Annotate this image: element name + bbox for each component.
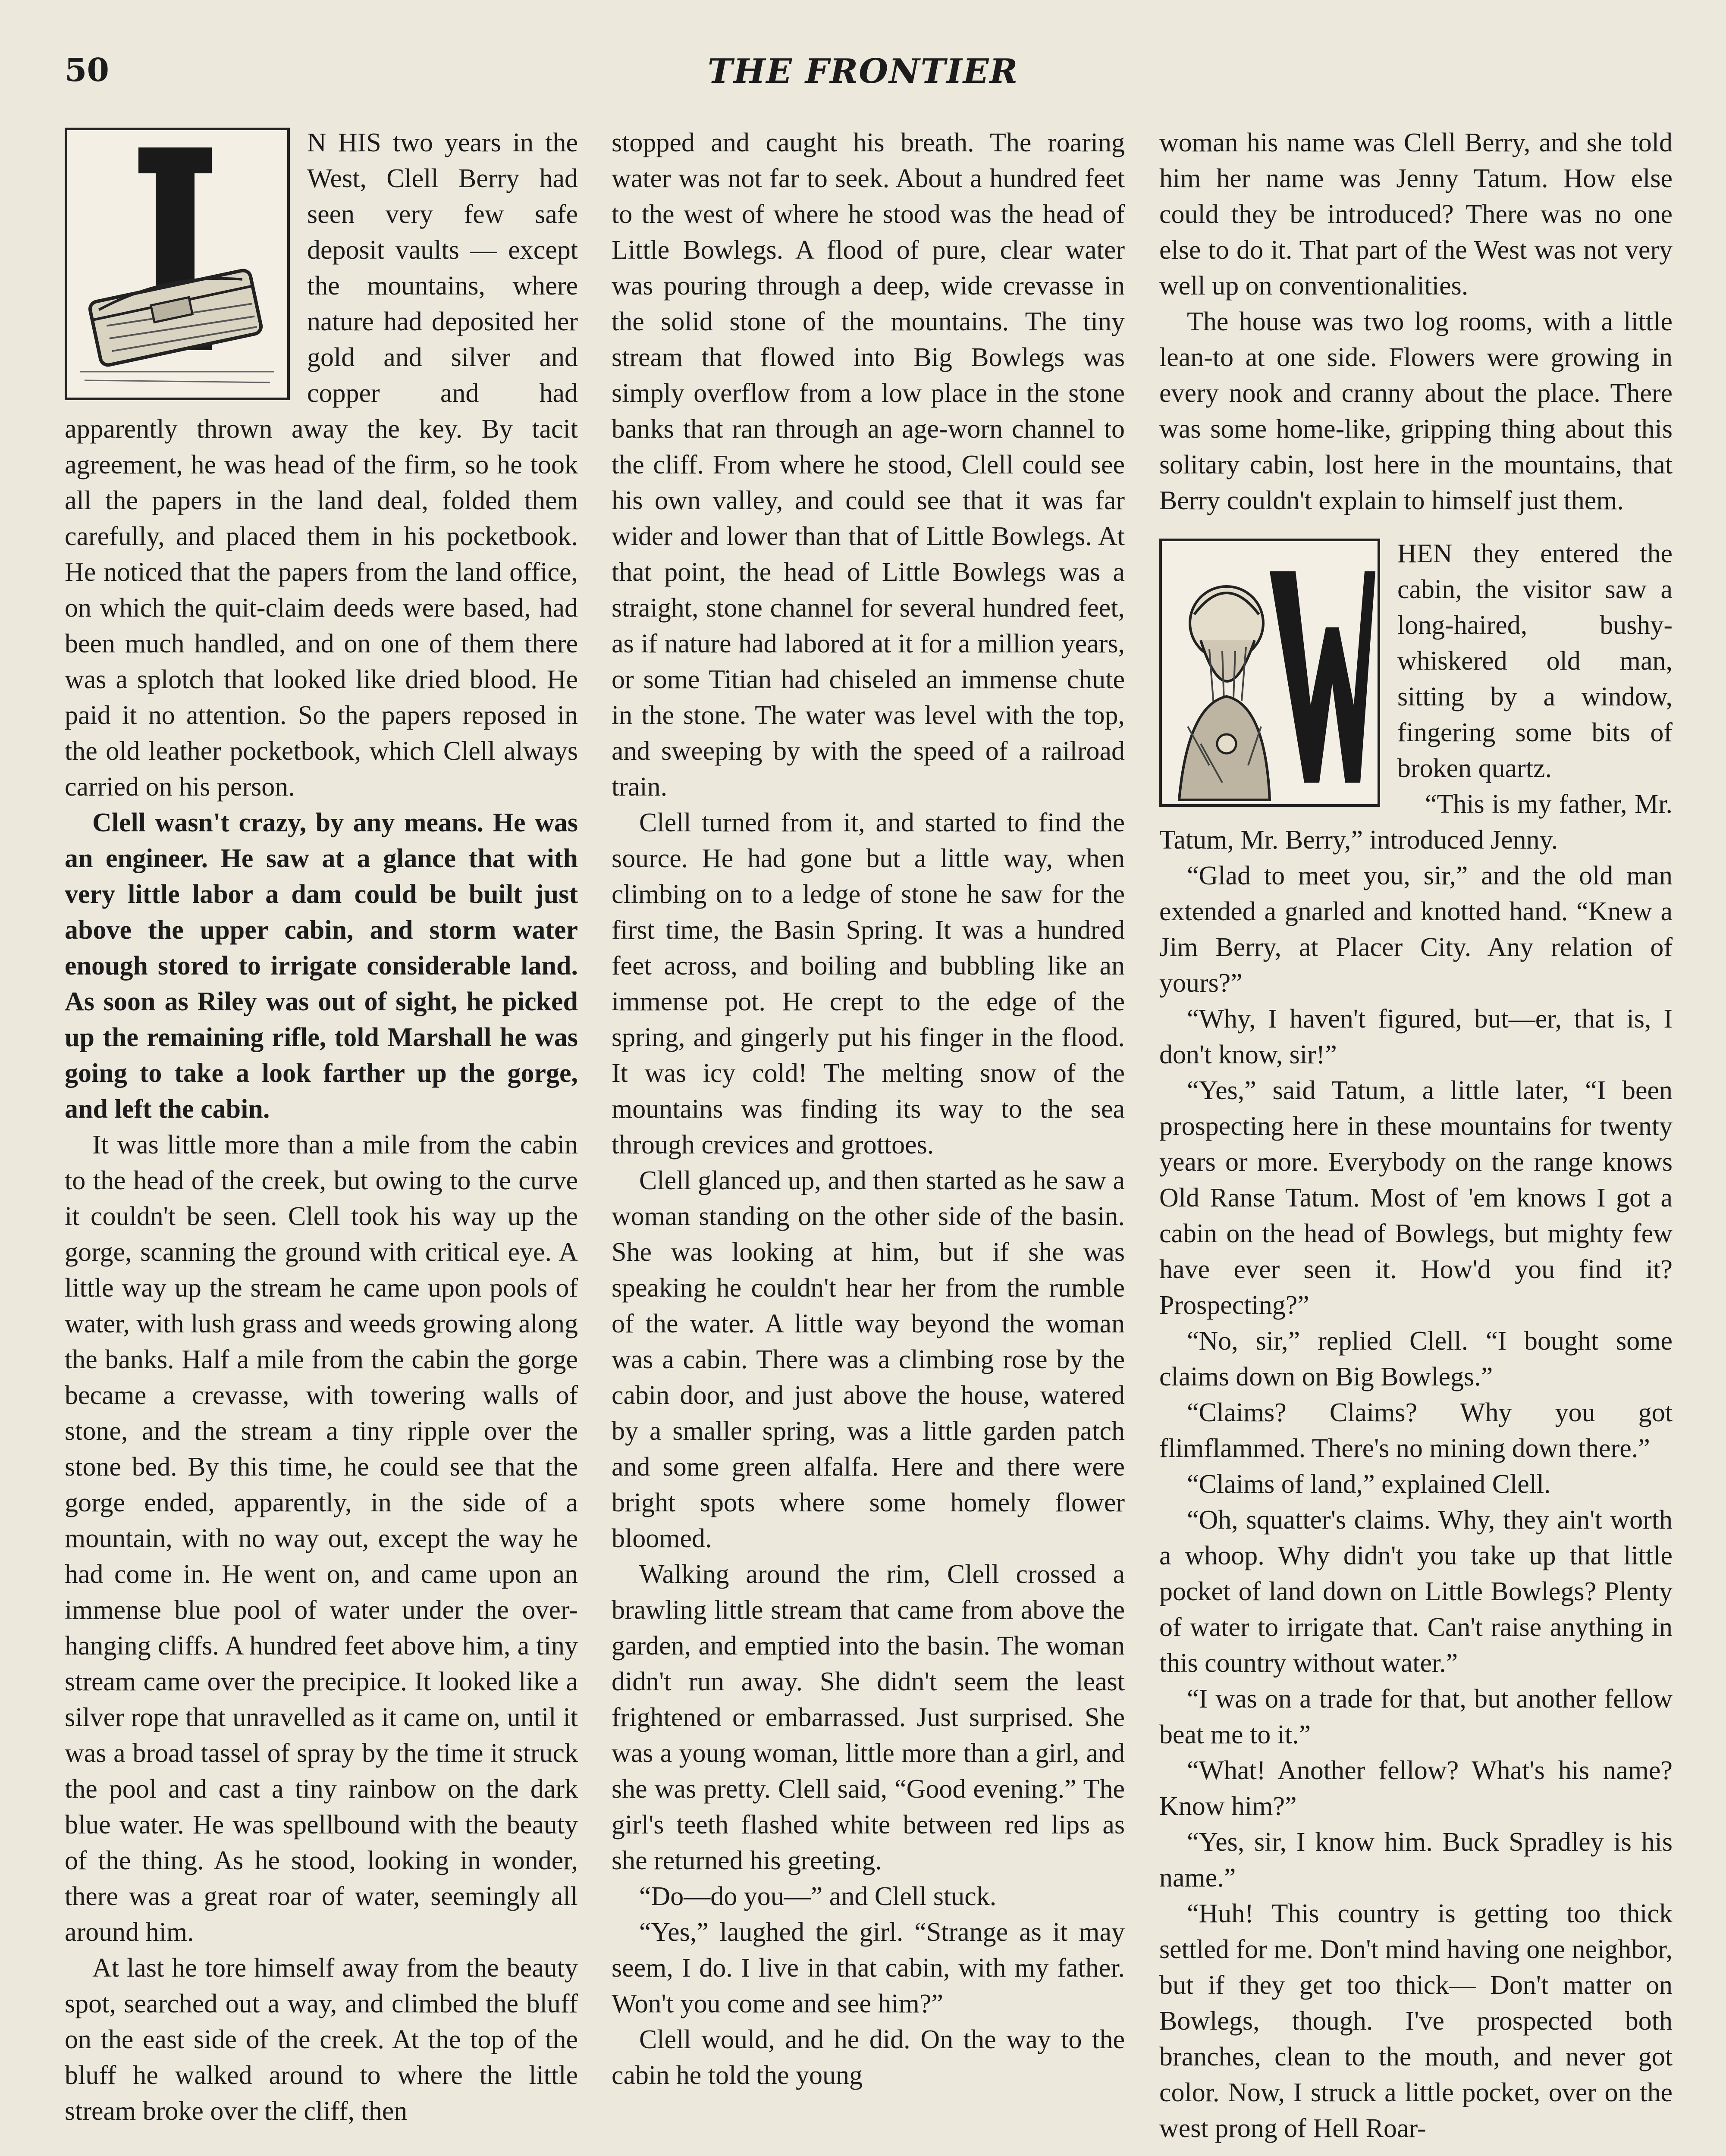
old-man-portrait-icon: [1162, 541, 1378, 804]
page-header: [65, 52, 1661, 99]
journal-title: THE FRONTIER: [707, 52, 1019, 91]
dropcap-w-illustration: [1159, 539, 1380, 807]
paragraph: “Huh! This country is getting too thick settled for me. Don't mind having one neighbor, but if they get too thick— Don't matter on Bowlegs, though. I've prospected both branches, clean to the mouth, and never got color. Now, I struck a little pocket, over on the west prong of Hell Roar-: [1159, 1899, 1673, 2143]
column-2: [612, 125, 1125, 2156]
paragraph: “Why, I haven't figured, but—er, that is, I don't know, sir!”: [1159, 1004, 1673, 1069]
paragraph: “No, sir,” replied Clell. “I bought some claims down on Big Bowlegs.”: [1159, 1326, 1673, 1391]
paragraph: stopped and caught his breath. The roaring water was not far to seek. About a hundred feet to the west of where he stood was the head of Little Bowlegs. A flood of pure, clear water was pouring through a deep, wide crevasse in the solid stone of the mountains. The tiny stream that flowed into Big Bowlegs was simply overflow from a low place in the stone banks that ran through an age-worn channel to the cliff. From where he stood, Clell could see his own valley, and could see that it was far wider and lower than that of Little Bowlegs. At that point, the head of Little Bowlegs was a straight, stone channel for several hundred feet, as if nature had labored at it for a million years, or some Titian had chiseled an immense chute in the stone. The water was level with the top, and sweeping by with the speed of a railroad train.: [612, 128, 1125, 802]
paragraph: “Oh, squatter's claims. Why, they ain't worth a whoop. Why didn't you take up that little pocket of land down on Little Bowlegs? Plenty of water to irrigate that. Can't raise anything in this country without water.”: [1159, 1505, 1673, 1678]
paragraph: Walking around the rim, Clell crossed a brawling little stream that came from above the garden, and emptied into the basin. The woman didn't run away. She didn't seem the least frightened or embarrassed. Just surprised. She was a young woman, little more than a girl, and she was pretty. Clell said, “Good evening.” The girl's teeth flashed white between red lips as she returned his greeting.: [612, 1560, 1125, 1875]
column-1: [65, 125, 578, 2156]
page-number: 50: [65, 52, 109, 89]
dropcap-i-illustration: [65, 128, 290, 400]
paragraph: “This is my father, Mr. Tatum, Mr. Berry,” introduced Jenny.: [1159, 790, 1673, 855]
paragraph: “Yes,” said Tatum, a little later, “I been prospecting here in these mountains for twenty years or more. Everybody on the range knows Old Ranse Tatum. Most of 'em knows I got a cabin on the head of Bowlegs, but mighty few have ever seen it. How'd you find it? Prospecting?”: [1159, 1076, 1673, 1320]
dropcap-letter-i: I: [174, 256, 176, 261]
paragraph: The house was two log rooms, with a little lean-to at one side. Flowers were growing in every nook and cranny about the place. There was some home-like, gripping thing about this solitary cabin, lost here in the mountains, that Berry couldn't explain to himself just them.: [1159, 307, 1673, 515]
paragraph: “Yes, sir, I know him. Buck Spradley is his name.”: [1159, 1827, 1673, 1893]
paragraph: Clell wasn't crazy, by any means. He was an engineer. He saw at a glance that with very little labor a dam could be built just above the upper cabin, and storm water enough stored to irrigate considerable land. As soon as Riley was out of sight, he picked up the remaining rifle, told Marshall he was going to take a look farther up the gorge, and left the cabin.: [65, 808, 578, 1124]
paragraph: “Claims of land,” explained Clell.: [1187, 1470, 1551, 1499]
paragraph: “What! Another fellow? What's his name? Know him?”: [1159, 1756, 1673, 1821]
paragraph: HEN they entered the cabin, the visitor saw a long-haired, bushy-whiskered old man, sitting by a window, fingering some bits of broken quartz.: [1397, 539, 1673, 783]
paragraph: “I was on a trade for that, but another fellow beat me to it.”: [1159, 1684, 1673, 1749]
paragraph: N HIS two years in the West, Clell Berry had seen very few safe deposit vaults — except the mountains, where nature had deposited her gold and silver and copper and had apparently thrown away the key. By tacit agreement, he was head of the firm, so he took all the papers in the land deal, folded them carefully, and placed them in his pocketbook. He noticed that the papers from the land office, on which the quit-claim deeds were based, had been much handled, and on one of them there was a splotch that looked like dried blood. He paid it no attention. So the papers reposed in the old leather pocketbook, which Clell always carried on his person.: [65, 128, 578, 802]
paragraph: Clell would, and he did. On the way to the cabin he told the young: [612, 2025, 1125, 2090]
paragraph: “Yes,” laughed the girl. “Strange as it may seem, I do. I live in that cabin, with my father. Won't you come and see him?”: [612, 1918, 1125, 2018]
dropcap-letter-w: W: [1332, 667, 1337, 672]
paragraph: “Claims? Claims? Why you got flimflammed. There's no mining down there.”: [1159, 1398, 1673, 1463]
paragraph: “Do—do you—” and Clell stuck.: [639, 1882, 997, 1911]
paragraph: Clell turned from it, and started to find the source. He had gone but a little way, when climbing on to a ledge of stone he saw for the first time, the Basin Spring. It was a hundred feet across, and boiling and bubbling like an immense pot. He crept to the edge of the spring, and gingerly put his finger in the flood. It was icy cold! The melting snow of the mountains was finding its way to the sea through crevices and grottoes.: [612, 808, 1125, 1159]
paragraph: Clell glanced up, and then started as he saw a woman standing on the other side of the basin. She was looking at him, but if she was speaking he couldn't hear her from the rumble of the water. A little way beyond the woman was a cabin. There was a climbing rose by the cabin door, and just above the house, watered by a smaller spring, was a little garden patch and some green alfalfa. Here and there were bright spots where some homely flower bloomed.: [612, 1166, 1125, 1553]
paragraph: It was little more than a mile from the cabin to the head of the creek, but owing to the curve it couldn't be seen. Clell took his way up the gorge, scanning the ground with critical eye. A little way up the stream he came upon pools of water, with lush grass and weeds growing along the banks. Half a mile from the cabin the gorge became a crevasse, with towering walls of stone, and the stream a tiny ripple over the stone bed. By this time, he could see that the gorge ended, apparently, in the side of a mountain, with no way out, except the way he had come in. He went on, and came upon an immense blue pool of water under the over-hanging cliffs. A hundred feet above him, a tiny stream came over the precipice. It looked like a silver rope that unravelled as it came on, until it was a broad tassel of spray by the time it struck the pool and cast a tiny rainbow on the dark blue water. He was spellbound with the beauty of the thing. As he stood, looking in wonder, there was a great roar of water, seemingly all around him.: [65, 1130, 578, 1947]
paragraph: At last he tore himself away from the beauty spot, searched out a way, and climbed the bluff on the east side of the creek. At the top of the bluff he walked around to where the little stream broke over the cliff, then: [65, 1953, 578, 2126]
pocketbook-icon: [67, 130, 287, 398]
column-3: [1159, 125, 1673, 2156]
paragraph: woman his name was Clell Berry, and she told him her name was Jenny Tatum. How else could they be introduced? There was no one else to do it. That part of the West was not very well up on conventionalities.: [1159, 128, 1673, 301]
paragraph: “Glad to meet you, sir,” and the old man extended a gnarled and knotted hand. “Knew a Jim Berry, at Placer City. Any relation of yours?”: [1159, 861, 1673, 998]
